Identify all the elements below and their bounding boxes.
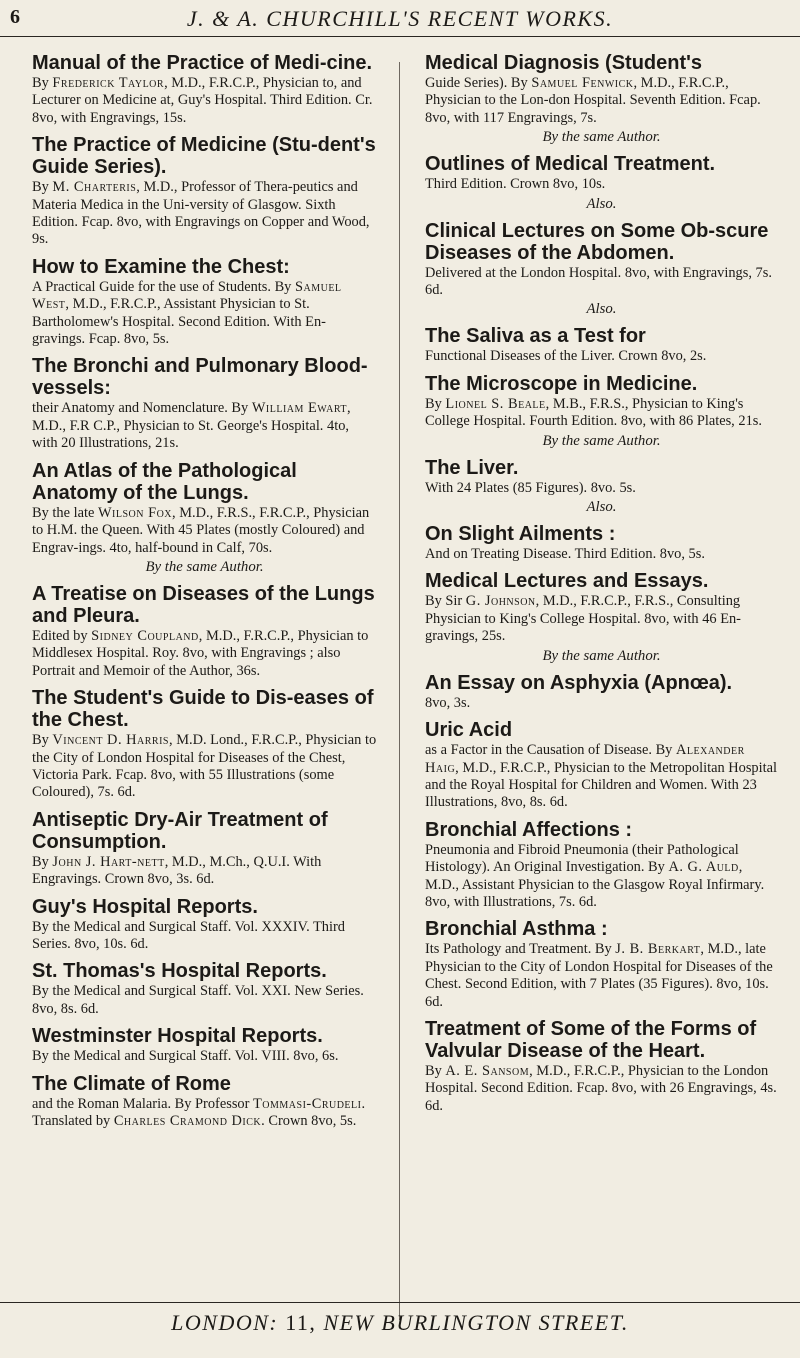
- book-title: Uric Acid: [425, 719, 513, 742]
- book-title: Guy's Hospital Reports.: [32, 895, 258, 918]
- book-description: [425, 348, 778, 365]
- description-text: By the late: [32, 504, 98, 521]
- book-description: [32, 983, 377, 1018]
- footer-street: NEW BURLINGTON STREET.: [323, 1310, 629, 1335]
- description-text: , M.D., F.R.C.P., Physician to the London Hospital. Second Edition. Fcap. 8vo, with 26 Engravings, 4s. 6d.: [425, 1062, 777, 1114]
- book-title: Antiseptic Dry-Air Treatment of Consumption.: [32, 808, 328, 853]
- book-entry: [32, 1073, 377, 1131]
- author-name: J. B. Berkart: [615, 941, 701, 958]
- description-text: , M.D., F.R C.P., Physician to St. George's Hospital. 4to, with 20 Illustrations, 21s.: [32, 400, 351, 452]
- same-author-note: By the same Author.: [145, 558, 264, 575]
- book-entry: [32, 896, 377, 954]
- running-title: J. & A. CHURCHILL'S RECENT WORKS.: [186, 6, 614, 31]
- description-text: By: [32, 732, 53, 749]
- book-description: [32, 505, 377, 557]
- description-text: By: [425, 395, 446, 412]
- book-entry: [425, 918, 778, 1011]
- author-name: Tommasi-Crudeli: [253, 1095, 362, 1112]
- same-author-note: By the same Author.: [542, 129, 661, 146]
- book-entry: [425, 52, 778, 146]
- column-divider: [399, 62, 400, 1320]
- book-title: An Atlas of the Pathological Anatomy of the Lungs.: [32, 459, 297, 504]
- author-name: Samuel West: [32, 278, 342, 313]
- book-entry: [32, 1025, 377, 1065]
- book-entry: [32, 134, 377, 249]
- book-entry: [32, 256, 377, 349]
- author-name: A. E. Sansom: [445, 1062, 530, 1079]
- same-author-note: Also.: [586, 301, 617, 318]
- same-author-note: By the same Author.: [542, 432, 661, 449]
- book-title: The Climate of Rome: [32, 1072, 231, 1095]
- book-entry: [32, 52, 377, 127]
- description-text: , M.B., F.R.S., Physician to King's College Hospital. Fourth Edition. 8vo, with 86 Plates, 21s.: [425, 395, 762, 430]
- description-text: their Anatomy and Nomenclature. By: [32, 400, 252, 417]
- book-title: The Saliva as a Test for: [425, 325, 646, 348]
- book-title: Treatment of Some of the Forms of Valvular Disease of the Heart.: [425, 1017, 757, 1062]
- author-name: A. G. Auld: [668, 859, 739, 876]
- right-column: [425, 52, 778, 1122]
- book-title: A Treatise on Diseases of the Lungs and Pleura.: [32, 582, 375, 627]
- description-text: And on Treating Disease. Third Edition. 8vo, 5s.: [425, 546, 705, 563]
- book-description: [32, 919, 377, 954]
- book-description: [425, 176, 778, 193]
- description-text: , M.D., M.Ch., Q.U.I. With Engravings. Crown 8vo, 3s. 6d.: [32, 853, 322, 888]
- book-title: Medical Lectures and Essays.: [425, 570, 709, 593]
- description-text: Delivered at the London Hospital. 8vo, with Engravings, 7s. 6d.: [425, 264, 772, 299]
- book-description: [425, 480, 778, 497]
- book-title: St. Thomas's Hospital Reports.: [32, 960, 327, 983]
- book-title: Clinical Lectures on Some Ob-scure Diseases of the Abdomen.: [425, 219, 769, 264]
- description-text: Its Pathology and Treatment. By: [425, 941, 616, 958]
- book-description: [425, 1063, 778, 1115]
- author-name: Vincent D. Harris: [52, 732, 169, 749]
- description-text: . Translated by: [32, 1095, 366, 1129]
- description-text: , M.D., Assistant Physician to the Glasgow Royal Infirmary. 8vo, with Illustrations, 7s. 6d.: [425, 859, 765, 910]
- author-name: Samuel Fenwick: [531, 75, 634, 91]
- same-author-note: Also.: [586, 195, 617, 212]
- page-number: 6: [10, 6, 20, 28]
- book-description: [32, 179, 377, 249]
- description-text: By the Medical and Surgical Staff. Vol. XXI. New Series. 8vo, 8s. 6d.: [32, 983, 364, 1017]
- book-title: Bronchial Asthma :: [425, 918, 608, 941]
- description-text: , M.D. Lond., F.R.C.P., Physician to the City of London Hospital for Diseases of the Chest, Victoria Park. Fcap. 8vo, with 55 Illustrations (some Coloured), 7s. 6d.: [32, 732, 377, 801]
- book-description: [425, 742, 778, 812]
- book-description: [32, 279, 377, 349]
- footer-rule: [0, 1302, 800, 1303]
- book-description: [425, 265, 778, 300]
- book-description: [32, 400, 377, 452]
- book-entry: [425, 672, 778, 712]
- author-name: G. Johnson: [465, 593, 536, 610]
- left-column: [32, 52, 377, 1137]
- book-description: [32, 1048, 377, 1065]
- same-author-note: By the same Author.: [542, 647, 661, 664]
- book-title: Bronchial Affections :: [425, 818, 633, 841]
- description-text: Pneumonia and Fibroid Pneumonia (their Pathological Histology). An Original Investigation. By: [425, 841, 739, 876]
- description-text: By the Medical and Surgical Staff. Vol. VIII. 8vo, 6s.: [32, 1048, 339, 1065]
- description-text: , M.D., F.R.C.P., Physician to Middlesex Hospital. Roy. 8vo, with Engravings ; also Portrait and Memoir of the Author, 36s.: [32, 627, 369, 679]
- footer-number: 11,: [285, 1310, 317, 1335]
- book-entry: [32, 583, 377, 680]
- book-title: Medical Diagnosis (Student's: [425, 52, 703, 74]
- book-entry: [425, 1018, 778, 1115]
- book-description: [32, 628, 377, 680]
- description-text: , M.D., Professor of Thera-peutics and Materia Medica in the Uni-versity of Glasgow. Sixth Edition. Fcap. 8vo, with Engravings on Copper and Wood, 9s.: [32, 179, 370, 248]
- book-entry: [32, 460, 377, 576]
- book-entry: [32, 960, 377, 1018]
- book-description: [32, 732, 377, 802]
- book-description: [425, 695, 778, 712]
- footer-city: LONDON:: [171, 1310, 279, 1335]
- author-name: Charles Cramond Dick: [113, 1113, 262, 1129]
- author-name: Frederick Taylor: [52, 75, 165, 91]
- author-name: Alexander Haig: [425, 742, 745, 776]
- description-text: By: [32, 179, 53, 196]
- description-text: By the Medical and Surgical Staff. Vol. XXXIV. Third Series. 8vo, 10s. 6d.: [32, 918, 345, 952]
- imprint-footer: [0, 1310, 800, 1336]
- description-text: , M.D., F.R.C.P., Assistant Physician to St. Bartholomew's Hospital. Second Edition. With En-gravings. Fcap. 8vo, 5s.: [32, 296, 326, 348]
- book-description: [425, 75, 778, 127]
- book-description: [32, 854, 377, 889]
- running-header: [0, 6, 800, 37]
- book-description: [425, 941, 778, 1011]
- book-entry: [32, 809, 377, 889]
- description-text: A Practical Guide for the use of Students. By: [32, 278, 295, 295]
- book-entry: [425, 523, 778, 563]
- book-entry: [425, 570, 778, 664]
- book-description: [32, 1096, 377, 1131]
- description-text: and the Roman Malaria. By Professor: [32, 1095, 254, 1112]
- description-text: Guide Series). By: [425, 75, 532, 91]
- book-entry: [425, 457, 778, 516]
- description-text: , M.D., F.R.C.P., Physician to the Lon-don Hospital. Seventh Edition. Fcap. 8vo, with 117 Engravings, 7s.: [425, 75, 761, 126]
- book-title: An Essay on Asphyxia (Apnœa).: [425, 671, 733, 694]
- description-text: , M.D., F.R.C.P., F.R.S., Consulting Physician to King's College Hospital. 8vo, with 46 En-gravings, 25s.: [425, 593, 741, 645]
- description-text: , M.D., late Physician to the City of London Hospital for Diseases of the Chest. Second Edition, with 7 Plates (35 Figures). 8vo, 10s. 6d.: [425, 941, 773, 1010]
- description-text: . Crown 8vo, 5s.: [261, 1113, 357, 1129]
- description-text: Edited by: [32, 627, 92, 644]
- book-title: How to Examine the Chest:: [32, 255, 290, 278]
- description-text: , M.D., F.R.S., F.R.C.P., Physician to H.M. the Queen. With 45 Plates (mostly Coloured) and Engrav-ings. 4to, half-bound in Calf, 70s.: [32, 504, 370, 556]
- book-description: [32, 75, 377, 127]
- description-text: 8vo, 3s.: [425, 694, 471, 711]
- book-entry: [425, 153, 778, 212]
- author-name: Sidney Coupland: [91, 627, 199, 644]
- description-text: , M.D., F.R.C.P., Physician to, and Lecturer on Medicine at, Guy's Hospital. Third Edition. Cr. 8vo, with Engravings, 15s.: [32, 75, 373, 126]
- book-entry: [32, 687, 377, 802]
- book-entry: [425, 373, 778, 450]
- book-entry: [425, 719, 778, 812]
- author-name: Lionel S. Beale: [445, 395, 546, 412]
- book-description: [425, 546, 778, 563]
- author-name: M. Charteris: [52, 179, 137, 196]
- description-text: By Sir: [425, 593, 466, 610]
- book-title: Manual of the Practice of Medi-cine.: [32, 52, 373, 74]
- book-description: [425, 396, 778, 431]
- author-name: William Ewart: [251, 400, 348, 417]
- description-text: By: [425, 1062, 446, 1079]
- description-text: By: [32, 853, 53, 870]
- book-entry: [425, 819, 778, 912]
- book-title: The Microscope in Medicine.: [425, 372, 698, 395]
- book-entry: [425, 220, 778, 319]
- description-text: By: [32, 75, 53, 91]
- book-title: Outlines of Medical Treatment.: [425, 153, 716, 176]
- description-text: With 24 Plates (85 Figures). 8vo. 5s.: [425, 479, 636, 496]
- book-description: [425, 593, 778, 645]
- description-text: as a Factor in the Causation of Disease. By: [425, 742, 676, 759]
- book-description: [425, 842, 778, 912]
- book-title: On Slight Ailments :: [425, 523, 616, 546]
- description-text: Third Edition. Crown 8vo, 10s.: [425, 176, 606, 193]
- description-text: Functional Diseases of the Liver. Crown 8vo, 2s.: [425, 348, 707, 365]
- book-title: The Liver.: [425, 456, 519, 479]
- author-name: Wilson Fox: [97, 504, 173, 521]
- book-title: The Student's Guide to Dis-eases of the Chest.: [32, 687, 374, 732]
- author-name: John J. Hart-nett: [52, 853, 165, 870]
- description-text: , M.D., F.R.C.P., Physician to the Metropolitan Hospital and the Royal Hospital for Children and Women. With 23 Illustrations, 8vo, 8s. 6d.: [425, 759, 778, 811]
- book-title: The Practice of Medicine (Stu-dent's Guide Series).: [32, 134, 376, 179]
- book-title: Westminster Hospital Reports.: [32, 1025, 323, 1048]
- same-author-note: Also.: [586, 499, 617, 516]
- book-title: The Bronchi and Pulmonary Blood-vessels:: [32, 355, 368, 400]
- book-entry: [425, 325, 778, 365]
- book-entry: [32, 355, 377, 452]
